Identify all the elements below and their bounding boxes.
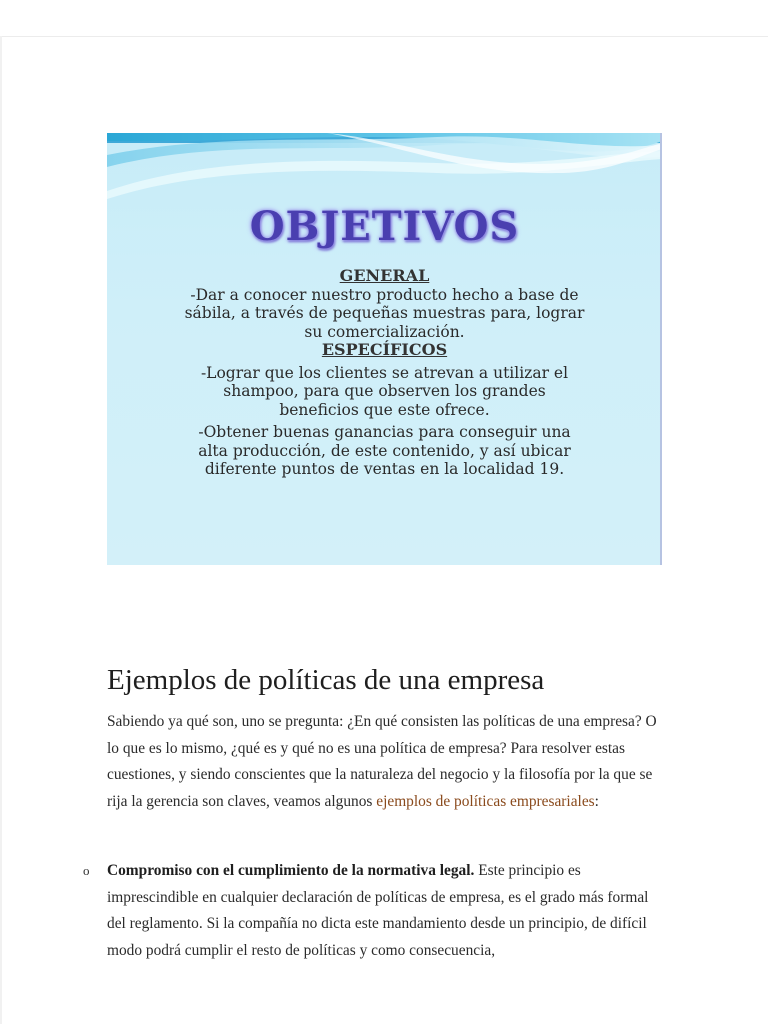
general-heading: GENERAL xyxy=(339,266,430,285)
specific-item-line: shampoo, para que observen los grandes xyxy=(223,382,546,400)
bullet-bold-text: Compromiso con el cumplimiento de la normativa legal. xyxy=(107,862,475,879)
intro-text: Sabiendo ya qué son, uno se pregunta: ¿En qué consisten las políticas de una empresa? O lo que es lo mismo, ¿qué es y qué no es una política de empresa? Para resolver estas cuestiones, y siendo conscientes que la naturaleza del negocio y la filosofía por la que se rija la gerencia son claves, veamos algunos xyxy=(107,713,657,810)
specific-item-line: diferente puntos de ventas en la localidad 19. xyxy=(204,460,565,478)
general-line: su comercialización. xyxy=(304,322,465,341)
specific-item-line: -Lograr que los clientes se atrevan a utilizar el xyxy=(200,363,569,382)
list-item xyxy=(83,858,662,964)
bullet-text: Este principio es imprescindible en cualquier declaración de políticas de empresa, es el grado más formal del reglamento. Si la compañía no dicta este mandamiento desde un principio, de difícil modo podrá cumplir el resto de políticas y como consecuencia, xyxy=(107,862,649,959)
general-line: -Dar a conocer nuestro producto hecho a base de xyxy=(190,285,579,304)
specific-item-line: beneficios que este ofrece. xyxy=(279,400,490,419)
intro-end: : xyxy=(594,792,599,810)
slide-title: OBJETIVOS xyxy=(249,203,520,250)
policy-examples-link[interactable]: ejemplos de políticas empresariales xyxy=(376,792,595,810)
specific-heading: ESPECÍFICOS xyxy=(321,340,448,359)
slide-body xyxy=(127,267,642,479)
specific-item-line: -Obtener buenas ganancias para conseguir una xyxy=(198,423,571,441)
section-title: Ejemplos de políticas de una empresa xyxy=(107,664,545,696)
objectives-slide-image xyxy=(107,133,662,565)
policy-list xyxy=(83,858,662,964)
top-divider xyxy=(0,36,768,37)
intro-paragraph xyxy=(107,709,662,815)
general-line: sábila, a través de pequeñas muestras para, lograr xyxy=(184,304,585,322)
specific-item-line: alta producción, de este contenido, y así ubicar xyxy=(198,441,571,460)
bullet-marker: o xyxy=(83,863,90,878)
page-edge xyxy=(0,36,2,1024)
